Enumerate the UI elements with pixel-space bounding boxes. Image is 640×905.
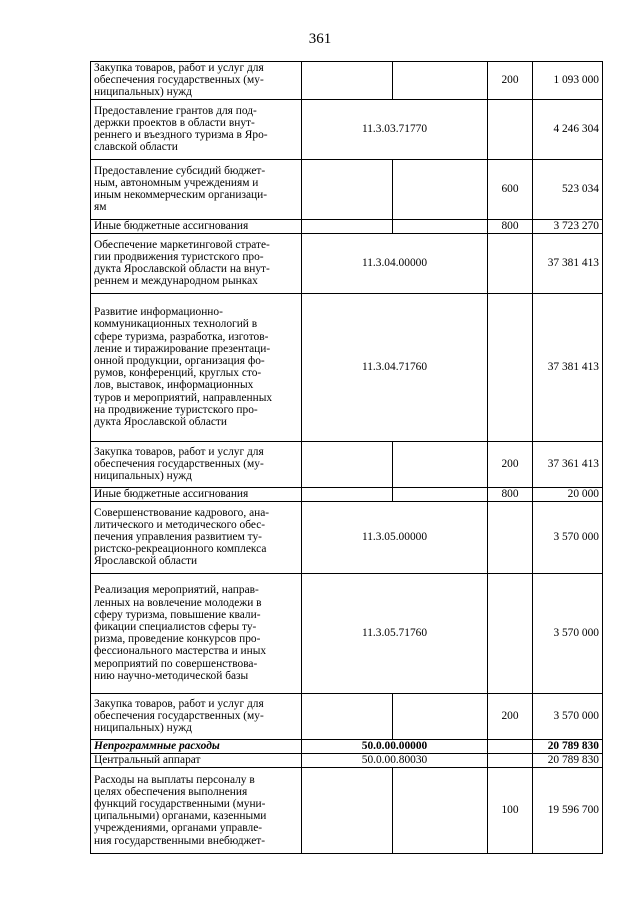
table-row xyxy=(91,487,603,501)
item-amount: 20 789 830 xyxy=(533,753,603,767)
item-name: Предоставление субсидий бюджет- ным, автономным учреждениям и иным некоммерческим организаци- ям xyxy=(91,159,302,219)
item-code: 11.3.03.71770 xyxy=(302,99,488,159)
item-code xyxy=(302,767,393,853)
item-code: 50.0.00.00000 xyxy=(302,739,488,753)
table-row xyxy=(91,739,603,753)
table-row xyxy=(91,501,603,573)
item-name: Центральный аппарат xyxy=(91,753,302,767)
item-type xyxy=(488,99,533,159)
item-amount: 20 000 xyxy=(533,487,603,501)
table-row xyxy=(91,693,603,739)
item-amount: 3 570 000 xyxy=(533,501,603,573)
item-amount: 3 570 000 xyxy=(533,693,603,739)
table-row xyxy=(91,573,603,693)
table-row xyxy=(91,62,603,100)
item-type xyxy=(488,293,533,441)
table-row xyxy=(91,219,603,233)
item-name: Реализация мероприятий, направ- ленных на вовлечение молодежи в сферу туризма, повышение квали- фикации специалистов сферы ту- ризма, проведение конкурсов про- фессионального мастерства и иных мероприятий по совершенствова- нию научно-методической базы xyxy=(91,573,302,693)
page-number: 361 xyxy=(308,31,332,47)
item-name: Предоставление грантов для под- держки проектов в области внут- реннего и въездного туризма в Яро- славской области xyxy=(91,99,302,159)
item-amount: 3 723 270 xyxy=(533,219,603,233)
item-code xyxy=(302,693,393,739)
table-row xyxy=(91,99,603,159)
item-name: Обеспечение маркетинговой страте- гии продвижения туристского про- дукта Ярославской области на внут- реннем и международном рынках xyxy=(91,233,302,293)
item-code: 11.3.05.71760 xyxy=(302,573,488,693)
item-code xyxy=(302,159,393,219)
empty-cell xyxy=(393,159,488,219)
item-amount: 4 246 304 xyxy=(533,99,603,159)
item-type xyxy=(488,753,533,767)
item-type: 200 xyxy=(488,441,533,487)
budget-table xyxy=(90,61,603,854)
item-type: 100 xyxy=(488,767,533,853)
item-code: 11.3.04.00000 xyxy=(302,233,488,293)
item-name: Закупка товаров, работ и услуг для обеспечения государственных (му- ниципальных) нужд xyxy=(91,62,302,100)
item-type xyxy=(488,573,533,693)
item-amount: 523 034 xyxy=(533,159,603,219)
item-code: 50.0.00.80030 xyxy=(302,753,488,767)
table-row xyxy=(91,233,603,293)
item-amount: 19 596 700 xyxy=(533,767,603,853)
item-code xyxy=(302,219,393,233)
item-amount: 1 093 000 xyxy=(533,62,603,100)
item-type xyxy=(488,233,533,293)
item-type: 600 xyxy=(488,159,533,219)
item-name: Иные бюджетные ассигнования xyxy=(91,219,302,233)
item-name: Расходы на выплаты персоналу в целях обеспечения выполнения функций государственными (муни- ципальными) органами, казенными учреждениями, органами управле- ния государственными внебюджет- xyxy=(91,767,302,853)
item-name: Совершенствование кадрового, ана- литического и методического обес- печения управления развитием ту- ристско-рекреационного комплекса Ярославской области xyxy=(91,501,302,573)
table-row xyxy=(91,441,603,487)
item-name: Развитие информационно- коммуникационных технологий в сфере туризма, разработка, изготов- ление и тиражирование презентаци- онной продукции, организация фо- румов, конференций, круглых сто- лов, выставок, информационных туров и мероприятий, направленных на продвижение туристского про- дукта Ярославской области xyxy=(91,293,302,441)
empty-cell xyxy=(393,219,488,233)
empty-cell xyxy=(393,441,488,487)
item-type: 200 xyxy=(488,62,533,100)
item-amount: 37 381 413 xyxy=(533,233,603,293)
empty-cell xyxy=(393,767,488,853)
table-row xyxy=(91,767,603,853)
empty-cell xyxy=(393,487,488,501)
item-type xyxy=(488,739,533,753)
table-row xyxy=(91,753,603,767)
item-name: Непрограммные расходы xyxy=(91,739,302,753)
empty-cell xyxy=(393,62,488,100)
item-code xyxy=(302,487,393,501)
table-row xyxy=(91,293,603,441)
item-amount: 37 361 413 xyxy=(533,441,603,487)
item-name: Закупка товаров, работ и услуг для обеспечения государственных (му- ниципальных) нужд xyxy=(91,693,302,739)
item-amount: 37 381 413 xyxy=(533,293,603,441)
item-amount: 20 789 830 xyxy=(533,739,603,753)
item-code: 11.3.04.71760 xyxy=(302,293,488,441)
item-code: 11.3.05.00000 xyxy=(302,501,488,573)
item-type: 800 xyxy=(488,487,533,501)
item-type: 200 xyxy=(488,693,533,739)
item-type: 800 xyxy=(488,219,533,233)
item-name: Закупка товаров, работ и услуг для обеспечения государственных (му- ниципальных) нужд xyxy=(91,441,302,487)
table-row xyxy=(91,159,603,219)
empty-cell xyxy=(393,693,488,739)
item-code xyxy=(302,62,393,100)
item-name: Иные бюджетные ассигнования xyxy=(91,487,302,501)
item-amount: 3 570 000 xyxy=(533,573,603,693)
item-type xyxy=(488,501,533,573)
item-code xyxy=(302,441,393,487)
